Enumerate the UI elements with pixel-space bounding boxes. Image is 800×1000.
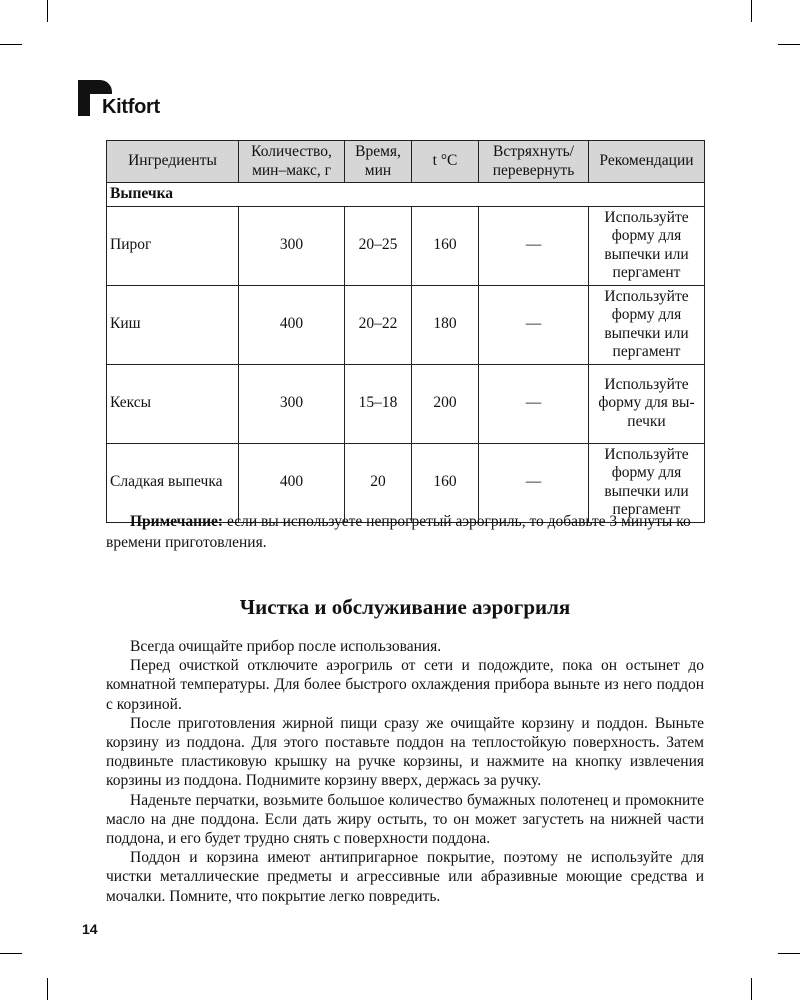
cell-recommendation: Используйте форму для выпечки или пергамент (589, 285, 705, 364)
crop-mark (751, 978, 752, 1000)
header-time: Время, мин (345, 141, 412, 183)
page-number: 14 (82, 921, 98, 937)
cell-temperature: 160 (412, 206, 479, 285)
brand-name: Kitfort (102, 96, 160, 118)
table-header-row (107, 141, 705, 183)
paragraph: Всегда очищайте прибор после использования. (130, 638, 442, 655)
cell-temperature: 160 (412, 443, 479, 522)
section-title: Чистка и обслуживание аэрогриля (239, 595, 571, 619)
paragraph: Поддон и корзина имеют антипригарное покрытие, поэтому не используйте для чистки металлические предметы и агрессивные или абразивные моющие средства и мочалки. Помните, что покрытие легко повредить. (106, 849, 704, 905)
crop-mark (778, 44, 800, 45)
cell-ingredient: Киш (107, 285, 239, 364)
table-row (107, 206, 705, 285)
cell-time: 20–22 (345, 285, 412, 364)
header-shake: Встряхнуть/ перевернуть (479, 141, 589, 183)
cell-ingredient: Кексы (107, 364, 239, 443)
header-temperature: t °C (412, 141, 479, 183)
note-label: Примечание: (130, 513, 224, 530)
crop-mark (751, 0, 752, 22)
cell-ingredient: Сладкая выпечка (107, 443, 239, 522)
cell-ingredient: Пирог (107, 206, 239, 285)
crop-mark (0, 953, 22, 954)
cell-shake: — (479, 206, 589, 285)
header-quantity: Количество, мин–макс, г (239, 141, 345, 183)
paragraph: Наденьте перчатки, возьмите большое количество бумажных полотенец и промокните масло на дне поддона. Если дать жиру остыть, то он может загустеть на нижней части поддона, и его будет трудно снять с поверхности поддона. (106, 791, 704, 848)
cell-temperature: 180 (412, 285, 479, 364)
cell-recommendation: Используйте форму для выпечки или пергамент (589, 443, 705, 522)
crop-mark (47, 978, 48, 1000)
cell-quantity: 300 (239, 206, 345, 285)
cell-recommendation: Используйте форму для вы- печки (589, 364, 705, 443)
table-note (106, 511, 704, 553)
cell-time: 15–18 (345, 364, 412, 443)
cell-shake: — (479, 285, 589, 364)
baking-table (106, 140, 705, 523)
cell-quantity: 300 (239, 364, 345, 443)
note-text: если вы используете непрогретый аэрогриль, то добавьте 3 минуты ко времени приготовления. (106, 513, 691, 551)
table-row (107, 285, 705, 364)
section-label: Выпечка (107, 183, 705, 207)
header-ingredients: Ингредиенты (107, 141, 239, 183)
cell-recommendation: Используйте форму для выпечки или пергамент (589, 206, 705, 285)
crop-mark (778, 953, 800, 954)
section-row (107, 183, 705, 207)
table-row (107, 364, 705, 443)
cell-time: 20 (345, 443, 412, 522)
paragraph: Перед очисткой отключите аэрогриль от сети и подождите, пока он остынет до комнатной температуры. Для более быстрого охлаждения прибора выньте из него поддон с корзиной. (106, 657, 704, 713)
cell-time: 20–25 (345, 206, 412, 285)
crop-mark (0, 44, 22, 45)
cell-temperature: 200 (412, 364, 479, 443)
crop-mark (47, 0, 48, 22)
cleaning-instructions (106, 637, 704, 906)
cell-shake: — (479, 443, 589, 522)
cell-quantity: 400 (239, 285, 345, 364)
paragraph: После приготовления жирной пищи сразу же очищайте корзину и поддон. Выньте корзину из поддона. Для этого поставьте поддон на теплостойкую поверхность. Затем подвиньте пластиковую крышку на ручке корзины, и нажмите на кнопку извлечения корзины из поддона. Поднимите корзину вверх, держась за ручку. (106, 714, 704, 790)
header-recommendations: Рекомендации (589, 141, 705, 183)
cell-shake: — (479, 364, 589, 443)
cell-quantity: 400 (239, 443, 345, 522)
